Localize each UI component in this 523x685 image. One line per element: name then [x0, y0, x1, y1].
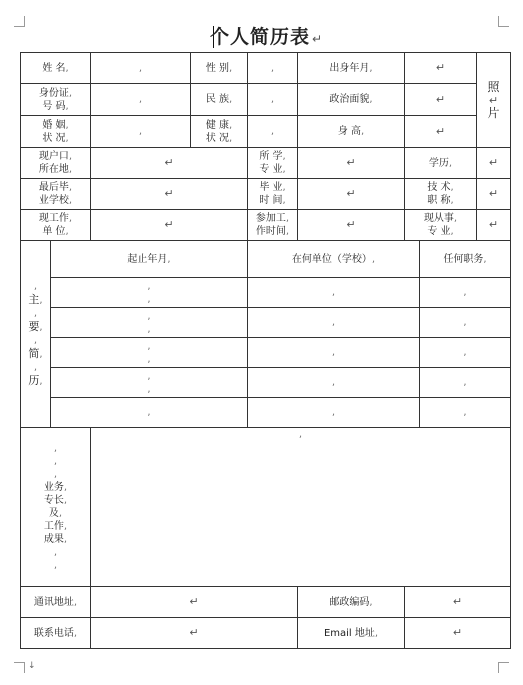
field-education[interactable]: ↵	[477, 148, 511, 179]
label-birth: 出身年月,	[298, 53, 405, 84]
paragraph-mark: ↵	[312, 32, 324, 46]
field-tech-title[interactable]: ↵	[477, 179, 511, 210]
row-skills	[21, 428, 511, 587]
history-unit-cell[interactable]: ,	[248, 368, 420, 398]
label-work-unit: 现工作, 单 位,	[21, 210, 91, 241]
history-period-cell[interactable]: , ,	[51, 308, 248, 338]
history-row	[21, 278, 511, 308]
photo-label-top: 照	[487, 79, 500, 94]
history-row	[21, 338, 511, 368]
field-hukou[interactable]: ↵	[91, 148, 248, 179]
field-marriage[interactable]: ,	[91, 116, 191, 148]
field-birth[interactable]: ↵	[405, 53, 477, 84]
field-current-major[interactable]: ↵	[477, 210, 511, 241]
history-period-cell[interactable]: , ,	[51, 338, 248, 368]
history-unit-cell[interactable]: ,	[248, 398, 420, 428]
label-major: 所 学, 专 业,	[248, 148, 298, 179]
label-marriage: 婚 姻, 状 况,	[21, 116, 91, 148]
photo-mark: ↵	[488, 93, 499, 107]
history-period-cell[interactable]: , ,	[51, 368, 248, 398]
label-gender: 性 别,	[191, 53, 248, 84]
label-postcode: 邮政编码,	[298, 587, 405, 618]
label-history-side: , 主, , 要, , 简, , 历,	[21, 241, 51, 428]
history-col-period: 起止年月,	[51, 241, 248, 278]
label-health: 健 康, 状 况,	[191, 116, 248, 148]
row-name	[21, 53, 511, 84]
label-political: 政治面貌,	[298, 84, 405, 116]
row-marriage	[21, 116, 511, 148]
field-address[interactable]: ↵	[91, 587, 298, 618]
history-unit-cell[interactable]: ,	[248, 278, 420, 308]
label-height: 身 高,	[298, 116, 405, 148]
field-school[interactable]: ↵	[91, 179, 248, 210]
label-address: 通讯地址,	[21, 587, 91, 618]
field-height[interactable]: ↵	[405, 116, 477, 148]
field-email[interactable]: ↵	[405, 618, 511, 649]
label-ethnicity: 民 族,	[191, 84, 248, 116]
row-school	[21, 179, 511, 210]
field-skills[interactable]: ,	[91, 428, 511, 587]
history-period-cell[interactable]: , ,	[51, 278, 248, 308]
end-mark: ↓	[28, 661, 36, 671]
field-work-unit[interactable]: ↵	[91, 210, 248, 241]
history-position-cell[interactable]: ,	[420, 308, 511, 338]
history-unit-cell[interactable]: ,	[248, 308, 420, 338]
field-graduation[interactable]: ↵	[298, 179, 405, 210]
label-phone: 联系电话,	[21, 618, 91, 649]
field-health[interactable]: ,	[248, 116, 298, 148]
label-id-card: 身份证, 号 码,	[21, 84, 91, 116]
history-position-cell[interactable]: ,	[420, 278, 511, 308]
history-period-cell[interactable]: ,	[51, 398, 248, 428]
label-skills-side: , , , 业务, 专长, 及, 工作, 成果, , ,	[21, 428, 91, 587]
history-col-unit: 在何单位（学校）,	[248, 241, 420, 278]
row-hukou	[21, 148, 511, 179]
page-title[interactable]	[210, 24, 323, 50]
history-row	[21, 368, 511, 398]
field-gender[interactable]: ,	[248, 53, 298, 84]
label-graduation: 毕 业, 时 间,	[248, 179, 298, 210]
row-history-header	[21, 241, 511, 278]
history-row	[21, 308, 511, 338]
field-phone[interactable]: ↵	[91, 618, 298, 649]
label-email: Email 地址,	[298, 618, 405, 649]
history-col-position: 任何职务,	[420, 241, 511, 278]
field-ethnicity[interactable]: ,	[248, 84, 298, 116]
crop-mark-bottom-right	[498, 662, 509, 673]
history-position-cell[interactable]: ,	[420, 398, 511, 428]
crop-mark-bottom-left	[14, 662, 25, 673]
label-work-start: 参加工, 作时间,	[248, 210, 298, 241]
crop-mark-top-left	[14, 16, 25, 27]
field-major[interactable]: ↵	[298, 148, 405, 179]
history-unit-cell[interactable]: ,	[248, 338, 420, 368]
photo-box[interactable]	[477, 53, 511, 148]
row-id	[21, 84, 511, 116]
label-school: 最后毕, 业学校,	[21, 179, 91, 210]
label-tech-title: 技 术, 职 称,	[405, 179, 477, 210]
field-political[interactable]: ↵	[405, 84, 477, 116]
label-current-major: 现从事, 专 业,	[405, 210, 477, 241]
field-postcode[interactable]: ↵	[405, 587, 511, 618]
row-address	[21, 587, 511, 618]
history-position-cell[interactable]: ,	[420, 368, 511, 398]
history-position-cell[interactable]: ,	[420, 338, 511, 368]
history-row	[21, 398, 511, 428]
crop-mark-top-right	[498, 16, 509, 27]
field-work-start[interactable]: ↵	[298, 210, 405, 241]
label-name: 姓 名,	[21, 53, 91, 84]
field-id-card[interactable]: ,	[91, 84, 191, 116]
row-work-unit	[21, 210, 511, 241]
label-hukou: 现户口, 所在地,	[21, 148, 91, 179]
title-text: 个人简历表	[210, 26, 311, 48]
field-name[interactable]: ,	[91, 53, 191, 84]
resume-table	[20, 52, 511, 649]
photo-label-bottom: 片	[487, 105, 500, 120]
row-phone	[21, 618, 511, 649]
label-education: 学历,	[405, 148, 477, 179]
